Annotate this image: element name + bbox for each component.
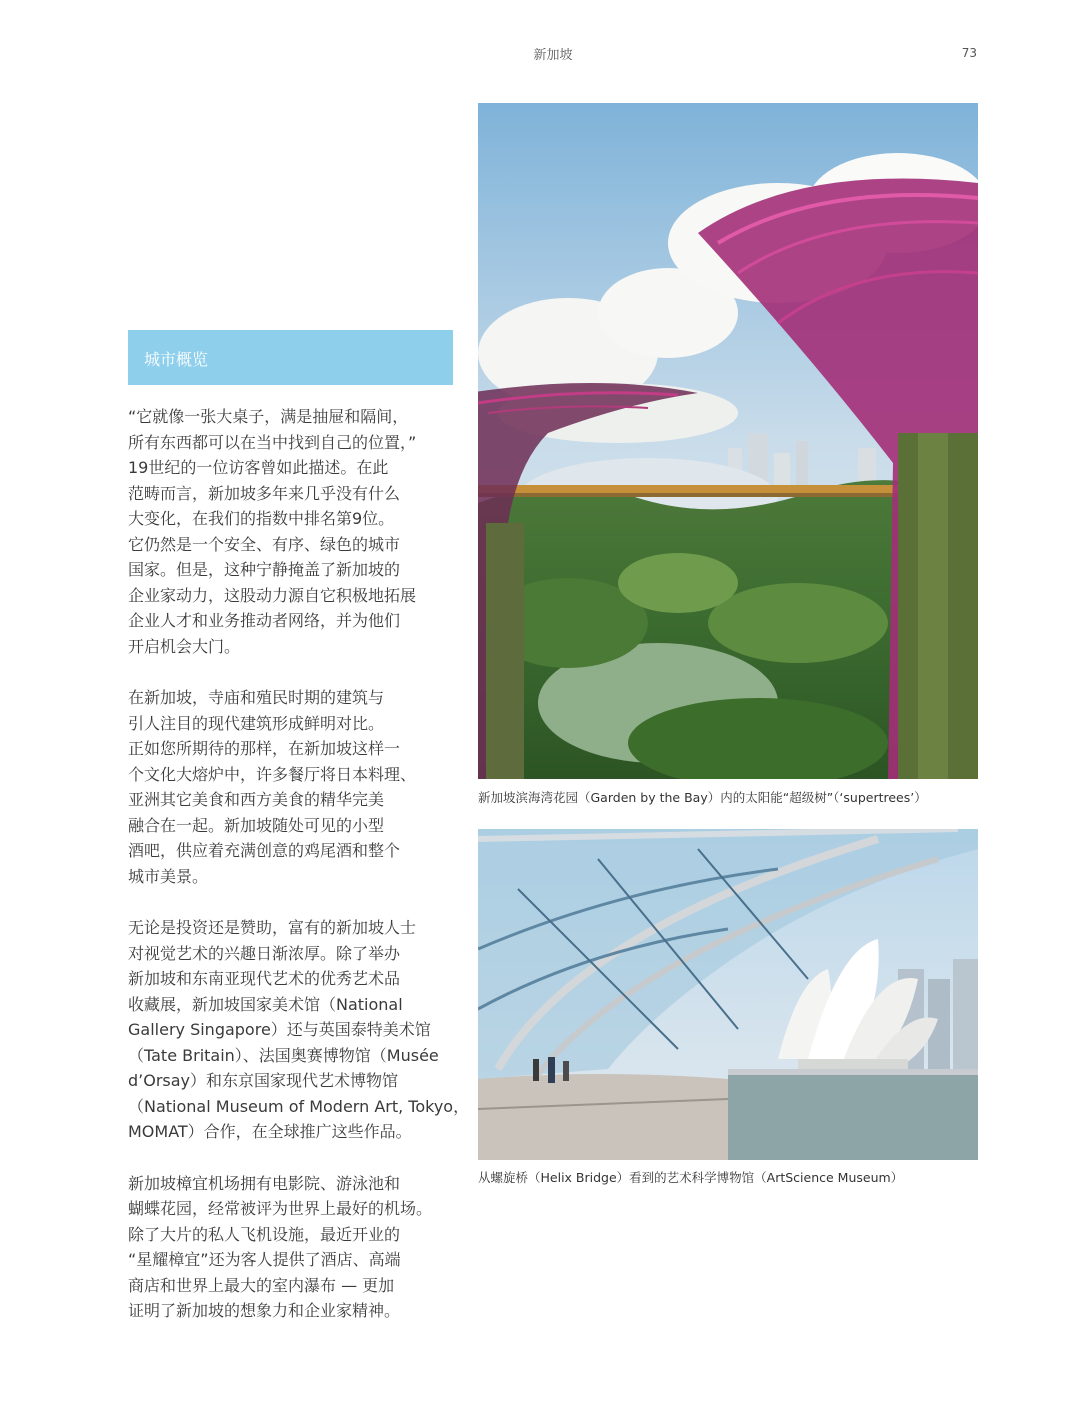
text-line: 所有东西都可以在当中找到自己的位置，” [128, 432, 417, 452]
text-line: （Tate Britain）、法国奥赛博物馆（Musée [128, 1045, 439, 1065]
section-title: 城市概览 [144, 350, 209, 369]
text-line: 酒吧，供应着充满创意的鸡尾酒和整个 [128, 841, 401, 860]
text-line: 无论是投资还是赞助，富有的新加坡人士 [128, 918, 417, 937]
text-line: 城市美景。 [128, 866, 209, 886]
text-line: Gallery Singapore）还与英国泰特美术馆 [128, 1020, 431, 1039]
text-line: 商店和世界上最大的室内瀑布 — 更加 [128, 1275, 395, 1295]
text-line: 对视觉艺术的兴趣日渐浓厚。除了举办 [128, 943, 401, 963]
text-line: 融合在一起。新加坡随处可见的小型 [128, 815, 385, 835]
text-line: 蝴蝶花园，经常被评为世界上最好的机场。 [128, 1199, 433, 1218]
text-line: 正如您所期待的那样，在新加坡这样一 [128, 739, 401, 758]
body-column [128, 404, 470, 1350]
text-line: “它就像一张大桌子，满是抽屉和隔间， [128, 407, 409, 426]
figure-caption-1: 新加坡滨海湾花园（Garden by the Bay）内的太阳能“超级树”（‘supertrees’） [478, 790, 927, 805]
helix-bridge-photo [478, 829, 978, 1160]
page-number: 73 [961, 46, 977, 60]
text-line: 亚洲其它美食和西方美食的精华完美 [128, 790, 385, 809]
text-line: d’Orsay）和东京国家现代艺术博物馆 [128, 1071, 399, 1090]
page-header-title: 新加坡 [533, 48, 573, 63]
text-line: 引人注目的现代建筑形成鲜明对比。 [128, 713, 385, 733]
text-line: 证明了新加坡的想象力和企业家精神。 [128, 1301, 401, 1320]
section-banner [128, 330, 453, 385]
text-line: “星耀樟宜”还为客人提供了酒店、高端 [128, 1250, 401, 1269]
text-line: MOMAT）合作，在全球推广这些作品。 [128, 1122, 412, 1141]
text-line: （National Museum of Modern Art, Tokyo， [128, 1096, 470, 1116]
paragraph-4 [128, 1171, 458, 1324]
text-line: 国家。但是，这种宁静掩盖了新加坡的 [128, 560, 401, 579]
text-line: 大变化，在我们的指数中排名第9位。 [128, 509, 395, 528]
paragraph-2 [128, 685, 458, 889]
text-line: 它仍然是一个安全、有序、绿色的城市 [128, 534, 401, 554]
supertrees-photo [478, 103, 978, 779]
text-line: 范畴而言，新加坡多年来几乎没有什么 [128, 483, 401, 503]
text-line: 企业家动力，这股动力源自它积极地拓展 [128, 585, 417, 605]
text-line: 新加坡樟宜机场拥有电影院、游泳池和 [128, 1173, 401, 1193]
figure-caption-2: 从螺旋桥（Helix Bridge）看到的艺术科学博物馆（ArtScience Museum） [478, 1170, 904, 1185]
text-line: 开启机会大门。 [128, 636, 241, 656]
text-line: 在新加坡，寺庙和殖民时期的建筑与 [128, 688, 385, 707]
text-line: 19世纪的一位访客曾如此描述。在此 [128, 458, 389, 477]
paragraph-1 [128, 404, 458, 659]
text-line: 新加坡和东南亚现代艺术的优秀艺术品 [128, 969, 401, 988]
text-line: 企业人才和业务推动者网络，并为他们 [128, 611, 401, 630]
text-line: 收藏展，新加坡国家美术馆（National [128, 994, 403, 1014]
text-line: 除了大片的私人飞机设施，最近开业的 [128, 1224, 401, 1244]
text-line: 个文化大熔炉中，许多餐厅将日本料理、 [128, 764, 417, 784]
paragraph-3 [128, 915, 470, 1145]
